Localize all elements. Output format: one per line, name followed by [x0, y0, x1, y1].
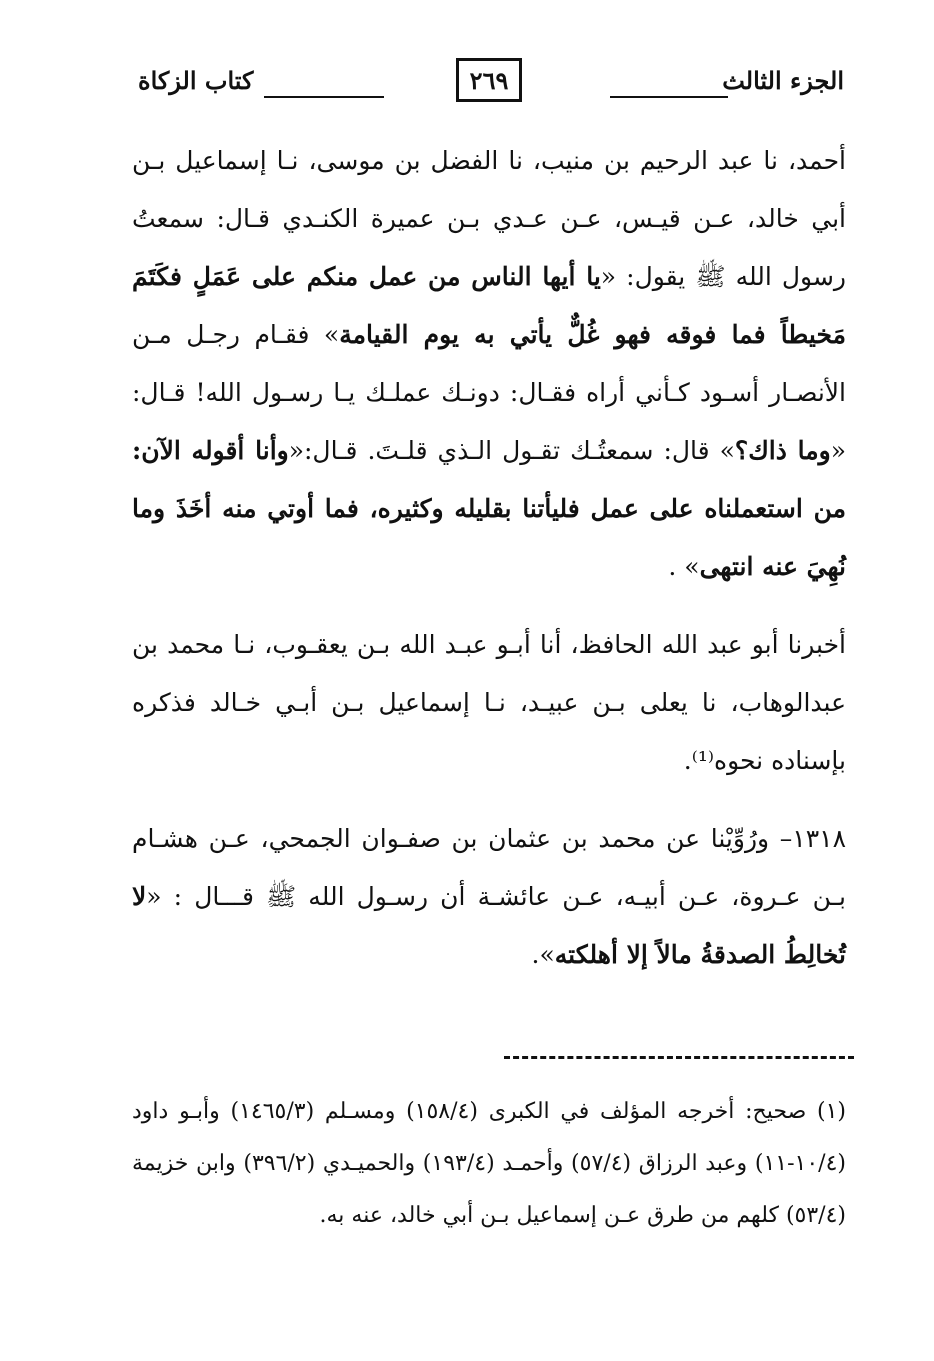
paragraph-2: أخبرنا أبو عبد الله الحافظ، أنا أبـو عبـد الله بـن يعقـوب، نـا محمد بن عبدالوهاب، نا يعلى بـن عبيـد، نـا إسماعيل بـن أبـي خـالد فذكره بإسناده نحوه⁽¹⁾. — [132, 630, 846, 775]
p1-hadith-3: وأنا أقوله الآن: من استعملناه على عمل فليأتنا بقليله وكثيره، فما أوتي منه أخَذَ وما نُهِيَ عنه انتهى — [132, 436, 846, 581]
page-number-text: ٢٦٩ — [469, 65, 509, 95]
main-text — [132, 132, 846, 984]
p1-mid-2: » قال: سمعتُـك تقـول الـذي قلـتَ. قـال:« — [288, 436, 735, 465]
p1-hadith-2: وما ذاك؟ — [734, 436, 831, 465]
footnote — [132, 1086, 846, 1242]
footnote-separator — [504, 1056, 854, 1059]
p3-text: – ورُوِّيْنا عن محمد بن عثمان بن صفـوان الجمحي، عـن هشـام بـن عـروة، عـن أبيـه، عـن عائشـة أن رسـول الله ﷺ قـــال : « — [132, 824, 846, 911]
page-header — [132, 58, 844, 108]
book-title: كتاب الزكاة — [138, 66, 254, 95]
footnote-text: (١) صحيح: أخرجه المؤلف في الكبرى (١٥٨/٤) ومسـلم (١٤٦٥/٣) وأبـو داود (١٠/٤-١١) وعبد الرزاق (٥٧/٤) وأحمـد (١٩٣/٤) والحميـدي (٣٩٦/٢) وابن خزيمة (٥٣/٤) كلهم من طرق عـن إسماعيل بـن أبي خالد، عنه به. — [132, 1099, 847, 1228]
hadith-number: ١٣١٨ — [792, 824, 846, 853]
page-number — [456, 58, 522, 102]
part-title: الجزء الثالث — [722, 66, 844, 95]
p1-mid: » فقـام رجـل مـن الأنصـار أسـود كـأني أراه فقـال: دونـك عملـك يـا رسـول الله! قـال: « — [132, 320, 846, 465]
p1-hadith-1: يا أيها الناس من عمل منكم على عَمَلٍ فكَتَمَ مَخيطاً فما فوقه فهو غُلٌّ يأتي به يوم القيامة — [132, 262, 846, 349]
paragraph-1 — [132, 132, 846, 596]
header-rule-right — [610, 96, 728, 98]
header-rule-left — [264, 96, 384, 98]
p3-end: ». — [531, 940, 555, 969]
p1-end: » . — [668, 552, 700, 581]
p1-intro: أحمد، نا عبد الرحيم بن منيب، نا الفضل بن موسى، نـا إسماعيل بـن أبي خالد، عـن قيـس، عـن عـدي بـن عميرة الكنـدي قـال: سمعتُ رسول الله ﷺ يقول: « — [132, 146, 846, 291]
p3-hadith: لا تُخالِطُ الصدقةُ مالاً إلا أهلكته — [132, 882, 846, 969]
paragraph-3 — [132, 810, 846, 984]
